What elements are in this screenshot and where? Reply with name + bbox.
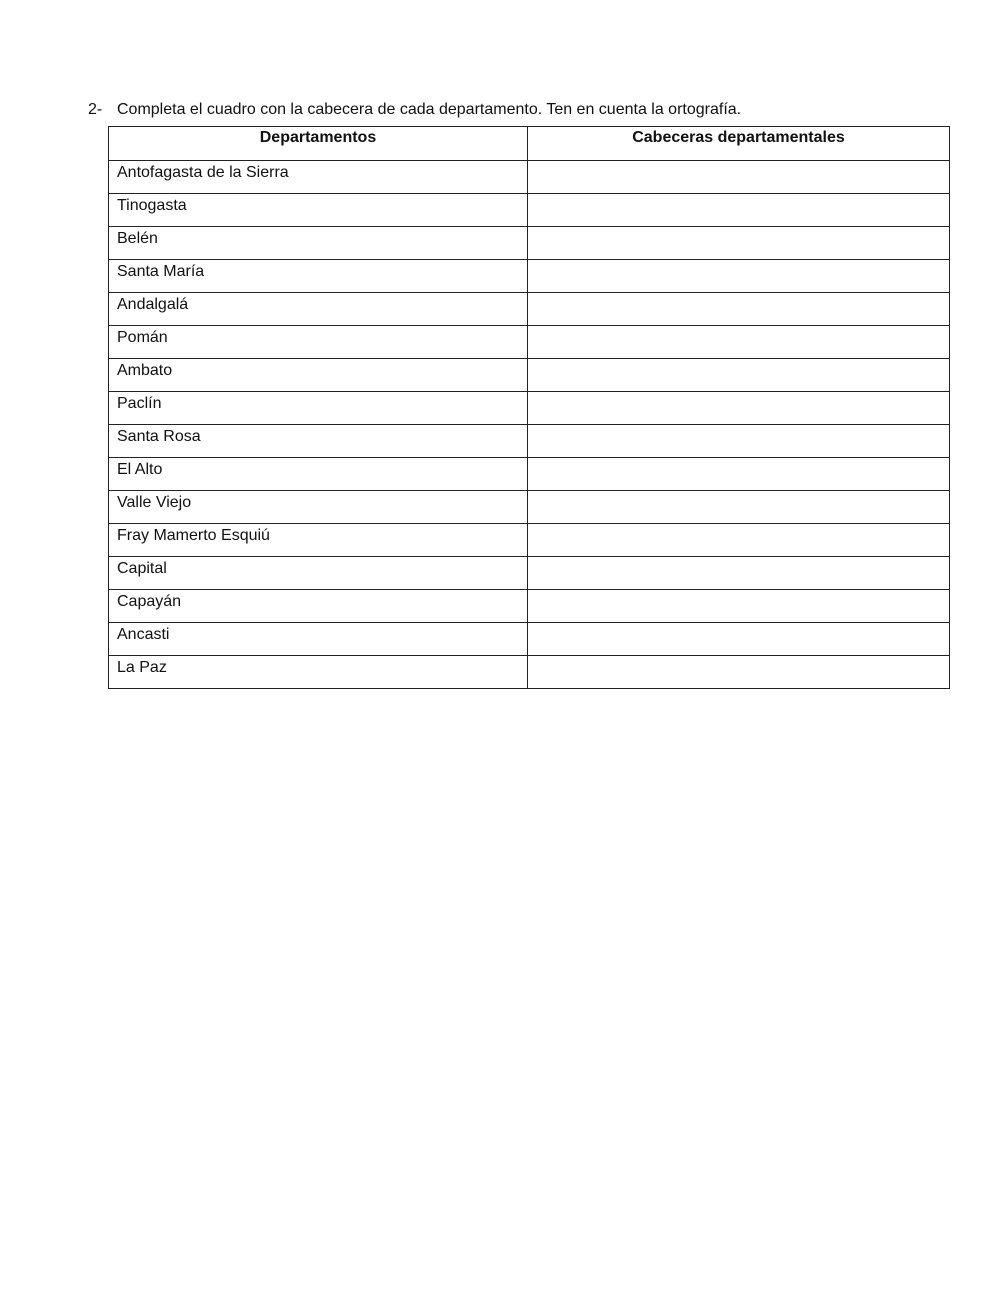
cabecera-answer-cell[interactable] xyxy=(528,425,950,458)
departments-table xyxy=(108,126,950,689)
table-body xyxy=(109,161,950,689)
instruction xyxy=(88,100,741,120)
table-row xyxy=(109,359,950,392)
table-row xyxy=(109,326,950,359)
header-departamentos: Departamentos xyxy=(109,127,528,161)
table-row xyxy=(109,656,950,689)
table-row xyxy=(109,524,950,557)
department-name-cell: Paclín xyxy=(109,392,528,425)
table-row xyxy=(109,557,950,590)
table-row xyxy=(109,425,950,458)
department-name-cell: El Alto xyxy=(109,458,528,491)
cabecera-answer-cell[interactable] xyxy=(528,458,950,491)
cabecera-answer-cell[interactable] xyxy=(528,194,950,227)
table-row xyxy=(109,227,950,260)
table-row xyxy=(109,623,950,656)
cabecera-answer-cell[interactable] xyxy=(528,359,950,392)
department-name-cell: Belén xyxy=(109,227,528,260)
department-name-cell: Ambato xyxy=(109,359,528,392)
department-name-cell: Santa María xyxy=(109,260,528,293)
department-name-cell: Fray Mamerto Esquiú xyxy=(109,524,528,557)
table-row xyxy=(109,458,950,491)
cabecera-answer-cell[interactable] xyxy=(528,326,950,359)
table-row xyxy=(109,194,950,227)
department-name-cell: Capital xyxy=(109,557,528,590)
instruction-number: 2- xyxy=(88,101,103,118)
table-header-row xyxy=(109,127,950,161)
department-name-cell: Santa Rosa xyxy=(109,425,528,458)
department-name-cell: Andalgalá xyxy=(109,293,528,326)
table-row xyxy=(109,590,950,623)
department-name-cell: Pomán xyxy=(109,326,528,359)
cabecera-answer-cell[interactable] xyxy=(528,623,950,656)
cabecera-answer-cell[interactable] xyxy=(528,293,950,326)
cabecera-answer-cell[interactable] xyxy=(528,656,950,689)
department-name-cell: Valle Viejo xyxy=(109,491,528,524)
department-name-cell: Antofagasta de la Sierra xyxy=(109,161,528,194)
department-name-cell: Ancasti xyxy=(109,623,528,656)
instruction-text: Completa el cuadro con la cabecera de cada departamento. Ten en cuenta la ortografía. xyxy=(117,101,742,118)
cabecera-answer-cell[interactable] xyxy=(528,590,950,623)
table-row xyxy=(109,293,950,326)
table-row xyxy=(109,392,950,425)
table-row xyxy=(109,161,950,194)
cabecera-answer-cell[interactable] xyxy=(528,524,950,557)
table-row xyxy=(109,260,950,293)
cabecera-answer-cell[interactable] xyxy=(528,227,950,260)
cabecera-answer-cell[interactable] xyxy=(528,557,950,590)
department-name-cell: Tinogasta xyxy=(109,194,528,227)
cabecera-answer-cell[interactable] xyxy=(528,161,950,194)
cabecera-answer-cell[interactable] xyxy=(528,491,950,524)
header-cabeceras: Cabeceras departamentales xyxy=(528,127,950,161)
cabecera-answer-cell[interactable] xyxy=(528,392,950,425)
department-name-cell: La Paz xyxy=(109,656,528,689)
department-name-cell: Capayán xyxy=(109,590,528,623)
cabecera-answer-cell[interactable] xyxy=(528,260,950,293)
table-row xyxy=(109,491,950,524)
